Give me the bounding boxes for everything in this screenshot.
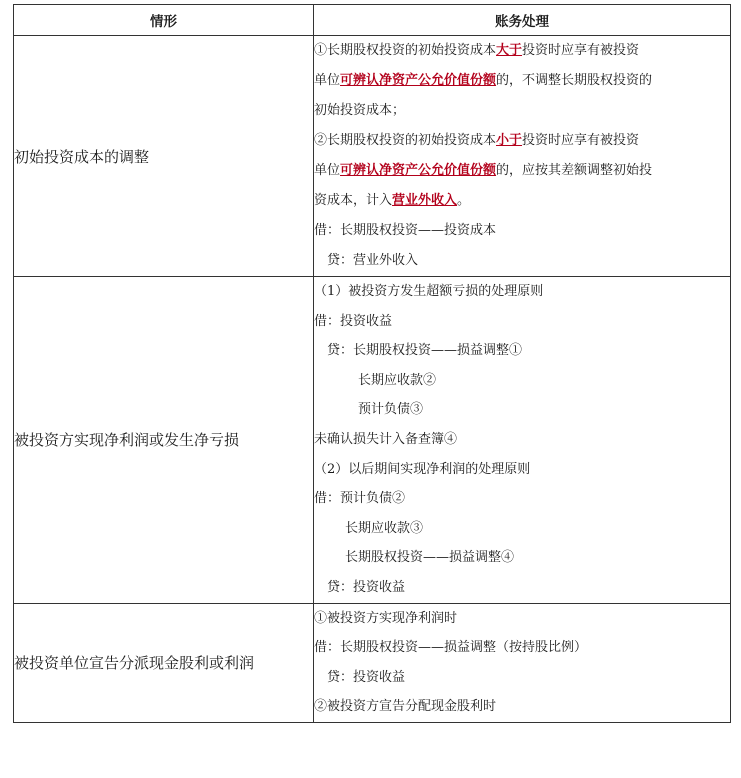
table-row	[14, 36, 731, 277]
line-text: 单位	[314, 163, 341, 178]
entry-line: 贷：营业外收入	[327, 253, 419, 268]
entry-line	[314, 36, 730, 66]
situation-cell: 初始投资成本的调整	[14, 36, 314, 277]
entry-line	[314, 126, 730, 156]
table-row	[14, 603, 731, 722]
entry-line: 长期股权投资——损益调整④	[345, 550, 515, 566]
line-text: 的，应按其差额调整初始投	[496, 163, 653, 178]
entry-line: 贷：投资收益	[327, 579, 406, 595]
line-text: 。	[457, 193, 471, 208]
highlight-text: 可辨认净资产公允价值份额	[340, 73, 497, 88]
highlight-text: 可辨认净资产公允价值份额	[340, 163, 497, 178]
highlight-text: 营业外收入	[392, 193, 458, 208]
entry-line: 未确认损失计入备查簿④	[314, 431, 458, 447]
header-row	[14, 5, 731, 36]
entry-line: 预计负债③	[358, 402, 424, 418]
entry-line: 借：预计负债②	[314, 491, 406, 507]
highlight-text: 小于	[496, 133, 523, 148]
entry-line: ①被投资方实现净利润时	[314, 610, 458, 626]
accounting-cell	[314, 603, 731, 722]
situation-cell: 被投资单位宣告分派现金股利或利润	[14, 603, 314, 722]
entry-line: 长期应收款③	[345, 520, 424, 536]
accounting-cell	[314, 36, 731, 277]
entry-line: 借：长期股权投资——投资成本	[314, 223, 497, 238]
entry-line: 借：投资收益	[314, 313, 393, 329]
header-accounting: 账务处理	[314, 5, 731, 36]
line-text: ②长期股权投资的初始投资成本	[314, 133, 497, 148]
entry-line: 长期应收款②	[358, 372, 437, 388]
situation-cell: 被投资方实现净利润或发生净亏损	[14, 277, 314, 604]
line-text: 单位	[314, 73, 341, 88]
entry-line: （1）被投资方发生超额亏损的处理原则	[314, 284, 544, 299]
entry-line	[314, 156, 730, 186]
entry-line: （2）以后期间实现净利润的处理原则	[314, 461, 531, 477]
accounting-cell	[314, 277, 731, 604]
line-text: 的，不调整长期股权投资的	[496, 73, 653, 88]
entry-line: 初始投资成本；	[314, 103, 406, 118]
line-text: ①长期股权投资的初始投资成本	[314, 43, 497, 58]
line-text: 投资时应享有被投资	[522, 43, 640, 58]
entry-line: 贷：投资收益	[327, 669, 406, 685]
accounting-table	[13, 4, 731, 723]
header-situation: 情形	[14, 5, 314, 36]
line-text: 投资时应享有被投资	[522, 133, 640, 148]
table-row	[14, 277, 731, 604]
entry-line: 借：长期股权投资——损益调整（按持股比例）	[314, 640, 588, 656]
entry-line: 贷：长期股权投资——损益调整①	[327, 343, 523, 359]
highlight-text: 大于	[496, 43, 523, 58]
line-text: 资成本，计入	[314, 193, 393, 208]
entry-line: ②被投资方宣告分配现金股利时	[314, 699, 497, 715]
entry-line	[314, 66, 730, 96]
entry-line	[314, 186, 730, 216]
